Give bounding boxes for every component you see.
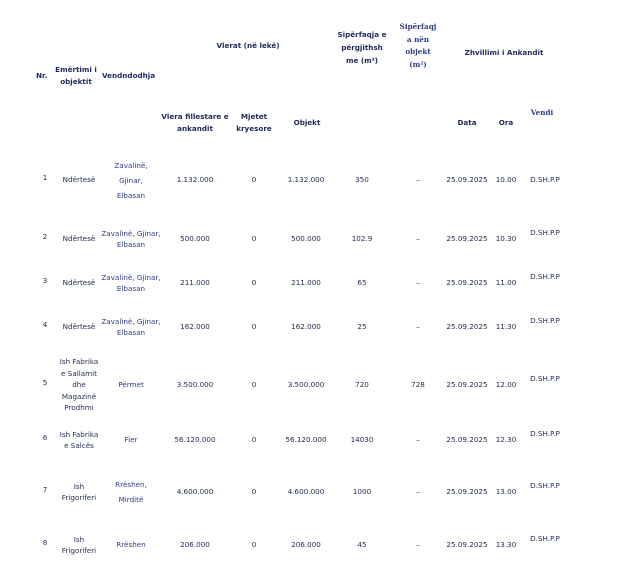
cell-line: 25 [357, 322, 367, 332]
cell-area-total [352, 233, 373, 245]
cell-line: 10.00 [495, 175, 517, 185]
cell-area-obj [411, 379, 425, 391]
cell-line: – [416, 322, 420, 332]
cell-nr [43, 231, 48, 243]
cell-line: Përmet [118, 380, 144, 390]
header-line: Sipërfaqj [399, 22, 437, 31]
cell-line: 102.9 [351, 234, 373, 244]
column-header-place: Vendi [530, 108, 554, 117]
cell-initial [180, 233, 210, 245]
cell-area-obj [416, 174, 420, 186]
column-header-initial-value [161, 111, 228, 134]
cell-place [530, 271, 560, 283]
header-line: objektit [60, 76, 92, 86]
cell-assets [252, 379, 257, 391]
cell-area-total [355, 174, 369, 186]
cell-line: – [416, 540, 420, 550]
cell-line: Prodhmi [64, 403, 94, 413]
cell-line: 211.000 [180, 278, 210, 288]
cell-line: 10.30 [495, 234, 517, 244]
cell-line: Zavalinë, [114, 160, 148, 170]
cell-line: Gjinar, [119, 175, 143, 185]
column-header-area-total [337, 28, 386, 67]
cell-line: – [416, 175, 420, 185]
cell-line: 211.000 [291, 278, 321, 288]
cell-line: Zavalinë, Gjinar, [101, 316, 161, 326]
cell-line: 206.000 [180, 540, 210, 550]
cell-line: Elbasan [116, 240, 146, 249]
cell-nr [43, 275, 48, 287]
cell-line: 3.500.000 [287, 380, 325, 390]
cell-line: Ish [73, 534, 85, 544]
cell-initial [177, 379, 214, 391]
column-header-fixed-assets [236, 111, 272, 134]
cell-location [101, 316, 160, 339]
cell-line: 3.500.000 [176, 380, 214, 390]
column-header-time: Ora [498, 118, 514, 127]
cell-location [101, 228, 160, 251]
cell-line: 4.600.000 [287, 487, 325, 497]
cell-nr [43, 319, 48, 331]
cell-date [446, 486, 487, 498]
cell-line: 0 [251, 435, 257, 445]
cell-line: Ndërtesë [62, 234, 96, 244]
header-line: Emërtimi i [55, 65, 97, 74]
cell-area-obj [416, 277, 420, 289]
cell-time [496, 434, 517, 446]
cell-line: 1.132.000 [176, 175, 214, 185]
cell-name [60, 356, 99, 414]
cell-location [116, 539, 146, 551]
cell-line: 25.09.2025 [446, 487, 488, 497]
cell-line: D.SH.P.P [530, 272, 560, 282]
cell-line: Elbasan [116, 328, 146, 337]
cell-line: 11.30 [495, 322, 517, 332]
header-line: Vlera fillestare e [161, 112, 229, 121]
column-header-object: Objekt [293, 118, 321, 127]
cell-nr [43, 537, 48, 549]
cell-location [125, 434, 138, 446]
cell-object [285, 434, 326, 446]
cell-area-total [351, 434, 374, 446]
cell-line: Ndërtesë [62, 175, 96, 185]
cell-line: Magazinë [61, 391, 97, 401]
cell-line: Frigoriferi [61, 493, 97, 502]
cell-line: 0 [251, 540, 257, 550]
cell-place [530, 174, 560, 186]
cell-time [496, 233, 517, 245]
cell-time [496, 379, 517, 391]
cell-area-obj [416, 486, 420, 498]
cell-line: 25.09.2025 [446, 278, 488, 288]
cell-location [115, 477, 147, 507]
cell-name [63, 174, 96, 186]
cell-line: 206.000 [291, 540, 321, 550]
cell-line: 25.09.2025 [446, 322, 488, 332]
cell-line: 56.120.000 [174, 435, 216, 445]
cell-location [114, 158, 147, 203]
cell-line: 13.30 [495, 540, 517, 550]
cell-object [291, 277, 321, 289]
cell-line: D.SH.P.P [530, 534, 560, 544]
cell-area-obj [416, 233, 420, 245]
cell-line: 162.000 [180, 322, 210, 332]
cell-line: 8 [42, 538, 48, 548]
cell-name [62, 481, 96, 504]
cell-assets [252, 277, 257, 289]
cell-area-obj [416, 434, 420, 446]
cell-date [446, 539, 487, 551]
cell-line: D.SH.P.P [530, 481, 560, 491]
cell-line: D.SH.P.P [530, 374, 560, 384]
cell-initial [177, 486, 214, 498]
cell-assets [252, 539, 257, 551]
cell-nr [43, 172, 48, 184]
cell-line: 5 [42, 378, 48, 388]
cell-line: 0 [251, 278, 257, 288]
cell-line: 1 [42, 173, 48, 183]
cell-line: 4.600.000 [176, 487, 214, 497]
cell-line: 500.000 [291, 234, 321, 244]
cell-line: D.SH.P.P [530, 175, 560, 185]
cell-place [530, 227, 560, 239]
cell-name [60, 429, 99, 452]
header-line: objekt [405, 47, 431, 56]
cell-line: 500.000 [180, 234, 210, 244]
cell-line: 1.132.000 [287, 175, 325, 185]
cell-time [496, 539, 517, 551]
cell-area-obj [416, 539, 420, 551]
cell-line: Mirditë [118, 495, 144, 504]
cell-line: 6 [42, 433, 48, 443]
header-line: a nën [406, 34, 430, 44]
cell-nr [43, 484, 48, 496]
cell-line: Zavalinë, Gjinar, [101, 272, 161, 282]
cell-line: 25.09.2025 [446, 234, 488, 244]
cell-line: e Sallamit [61, 368, 97, 378]
cell-line: Ish Fabrika [59, 357, 99, 367]
cell-line: 12.30 [495, 435, 517, 445]
column-header-date: Data [457, 118, 477, 127]
cell-line: 728 [411, 380, 425, 390]
cell-nr [43, 432, 48, 444]
cell-location [101, 272, 160, 295]
cell-line: 56.120.000 [285, 435, 327, 445]
column-header-name [55, 64, 97, 87]
cell-object [291, 539, 321, 551]
cell-initial [180, 321, 210, 333]
header-line: me (m²) [345, 56, 379, 65]
cell-line: Ndërtesë [62, 278, 96, 288]
cell-area-total [357, 539, 366, 551]
header-line: përgjithsh [341, 43, 383, 52]
cell-line: 25.09.2025 [446, 175, 488, 185]
cell-line: 350 [355, 175, 369, 185]
cell-line: D.SH.P.P [530, 429, 560, 439]
cell-line: 25.09.2025 [446, 540, 488, 550]
cell-line: 25.09.2025 [446, 380, 488, 390]
cell-line: 0 [251, 322, 257, 332]
cell-assets [252, 174, 257, 186]
cell-line: Ndërtesë [62, 322, 96, 332]
cell-line: 0 [251, 234, 257, 244]
cell-area-total [357, 277, 366, 289]
cell-line: Ish [73, 481, 85, 491]
cell-object [288, 379, 325, 391]
cell-line: – [416, 435, 420, 445]
cell-line: 0 [251, 380, 257, 390]
cell-line: 2 [42, 232, 48, 242]
cell-line: 65 [357, 278, 367, 288]
cell-line: 162.000 [291, 322, 321, 332]
cell-line: Rrëshen [116, 540, 146, 550]
cell-nr [43, 377, 48, 389]
cell-line: 45 [357, 540, 367, 550]
cell-line: 7 [42, 485, 48, 495]
cell-area-total [353, 486, 371, 498]
cell-object [288, 174, 325, 186]
cell-date [446, 434, 487, 446]
cell-location [118, 379, 144, 391]
cell-name [63, 277, 96, 289]
cell-time [496, 174, 517, 186]
cell-area-total [355, 379, 369, 391]
cell-line: Elbasan [116, 284, 146, 293]
cell-initial [180, 539, 210, 551]
cell-line: – [416, 278, 420, 288]
cell-line: 12.00 [495, 380, 517, 390]
header-line: ankandit [177, 123, 213, 133]
column-group-values: Vlerat (në lekë) [216, 41, 280, 50]
cell-place [530, 428, 560, 440]
cell-name [62, 534, 96, 557]
cell-date [446, 277, 487, 289]
cell-name [63, 233, 96, 245]
cell-line: Fier [124, 435, 138, 445]
cell-line: 720 [355, 380, 369, 390]
cell-line: 0 [251, 487, 257, 497]
cell-line: Ish Fabrika [59, 429, 99, 439]
cell-line: 0 [251, 175, 257, 185]
cell-initial [180, 277, 210, 289]
cell-place [530, 533, 560, 545]
cell-line: – [416, 487, 420, 497]
cell-line: Elbasan [116, 190, 146, 200]
cell-area-obj [416, 321, 420, 333]
cell-line: 14030 [350, 435, 374, 445]
header-line: Mjetet [240, 112, 268, 121]
cell-line: – [416, 234, 420, 244]
cell-line: 4 [42, 320, 48, 330]
header-line: kryesore [236, 123, 272, 133]
cell-line: Rrëshen, [115, 480, 147, 489]
cell-initial [174, 434, 215, 446]
cell-object [291, 233, 321, 245]
cell-time [496, 321, 517, 333]
cell-line: 13.00 [495, 487, 517, 497]
cell-area-total [357, 321, 366, 333]
cell-assets [252, 486, 257, 498]
cell-assets [252, 434, 257, 446]
cell-line: Frigoriferi [61, 546, 97, 555]
cell-object [291, 321, 321, 333]
cell-line: 1000 [352, 487, 372, 497]
cell-line: e Salcës [64, 441, 94, 450]
column-header-nr: Nr. [36, 71, 48, 80]
cell-place [530, 480, 560, 492]
cell-line: 25.09.2025 [446, 435, 488, 445]
cell-date [446, 321, 487, 333]
cell-assets [252, 321, 257, 333]
cell-date [446, 379, 487, 391]
cell-time [496, 486, 517, 498]
column-header-location: Vendndodhja [102, 71, 156, 80]
cell-initial [177, 174, 214, 186]
cell-line: Zavalinë, Gjinar, [101, 228, 161, 238]
cell-object [288, 486, 325, 498]
column-group-auction: Zhvillimi i Ankandit [464, 48, 544, 57]
cell-line: D.SH.P.P [530, 228, 560, 238]
header-line: (m²) [409, 59, 427, 69]
cell-line: 3 [42, 276, 48, 286]
cell-line: 11.00 [495, 278, 517, 288]
header-line: Sipërfaqja e [337, 30, 387, 39]
cell-date [446, 174, 487, 186]
cell-place [530, 373, 560, 385]
cell-time [496, 277, 517, 289]
cell-assets [252, 233, 257, 245]
cell-date [446, 233, 487, 245]
column-header-area-object [400, 21, 437, 71]
cell-name [63, 321, 96, 333]
cell-line: dhe [72, 380, 86, 390]
cell-place [530, 315, 560, 327]
cell-line: D.SH.P.P [530, 316, 560, 326]
